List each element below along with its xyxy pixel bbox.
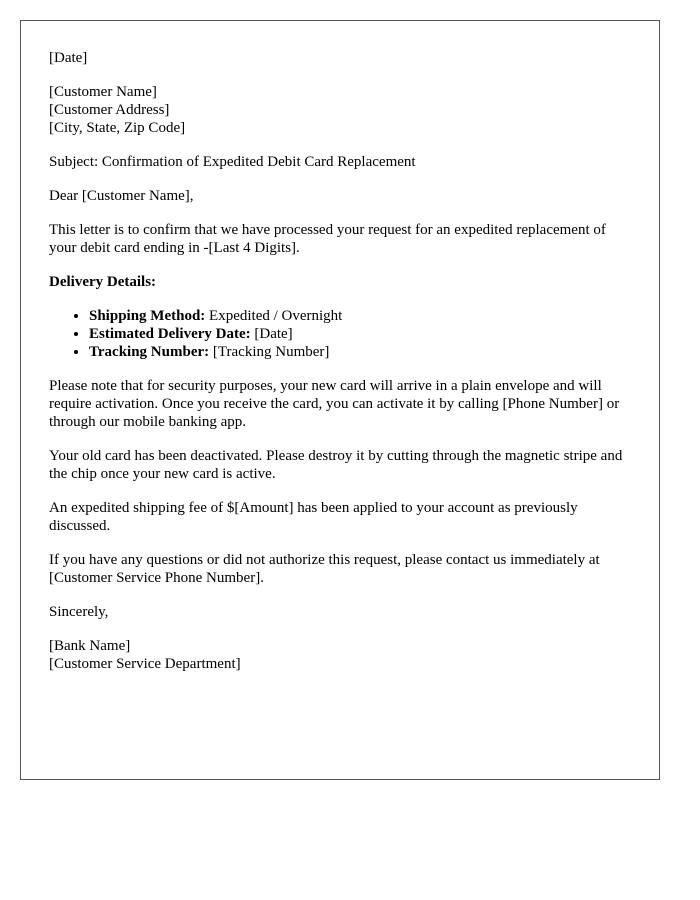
recipient-block xyxy=(49,83,631,137)
fee-paragraph: An expedited shipping fee of $[Amount] has been applied to your account as previously discussed. xyxy=(49,500,578,534)
recipient-name: [Customer Name] xyxy=(49,84,157,100)
letter xyxy=(20,20,660,780)
recipient-city-state-zip: [City, State, Zip Code] xyxy=(49,120,186,136)
salutation: Dear [Customer Name], xyxy=(49,188,194,204)
security-paragraph: Please note that for security purposes, your new card will arrive in a plain envelope and will require activation. Once you receive the card, you can activate it by calling [Phone Number] or through our mobile banking app. xyxy=(49,378,620,430)
closing: Sincerely, xyxy=(49,604,109,620)
recipient-address: [Customer Address] xyxy=(49,102,170,118)
signature-department: [Customer Service Department] xyxy=(49,656,241,672)
list-item xyxy=(89,307,631,325)
shipping-method-label: Shipping Method: xyxy=(89,308,206,324)
signature-block xyxy=(49,637,631,673)
list-item xyxy=(89,343,631,361)
delivery-details-heading: Delivery Details: xyxy=(49,274,157,290)
letter-date: [Date] xyxy=(49,50,88,66)
tracking-number-value: [Tracking Number] xyxy=(209,344,330,360)
list-item xyxy=(89,325,631,343)
shipping-method-value: Expedited / Overnight xyxy=(205,308,343,324)
delivery-date-value: [Date] xyxy=(250,326,293,342)
signature-bank-name: [Bank Name] xyxy=(49,638,131,654)
delivery-date-label: Estimated Delivery Date: xyxy=(89,326,251,342)
delivery-details-list xyxy=(49,307,631,361)
intro-paragraph: This letter is to confirm that we have processed your request for an expedited replacement of your debit card ending in -[Last 4 Digits]. xyxy=(49,222,606,256)
old-card-paragraph: Your old card has been deactivated. Please destroy it by cutting through the magnetic stripe and the chip once your new card is active. xyxy=(49,448,623,482)
contact-paragraph: If you have any questions or did not authorize this request, please contact us immediately at [Customer Service Phone Number]. xyxy=(49,552,600,586)
tracking-number-label: Tracking Number: xyxy=(89,344,210,360)
subject-line: Subject: Confirmation of Expedited Debit Card Replacement xyxy=(49,154,416,170)
